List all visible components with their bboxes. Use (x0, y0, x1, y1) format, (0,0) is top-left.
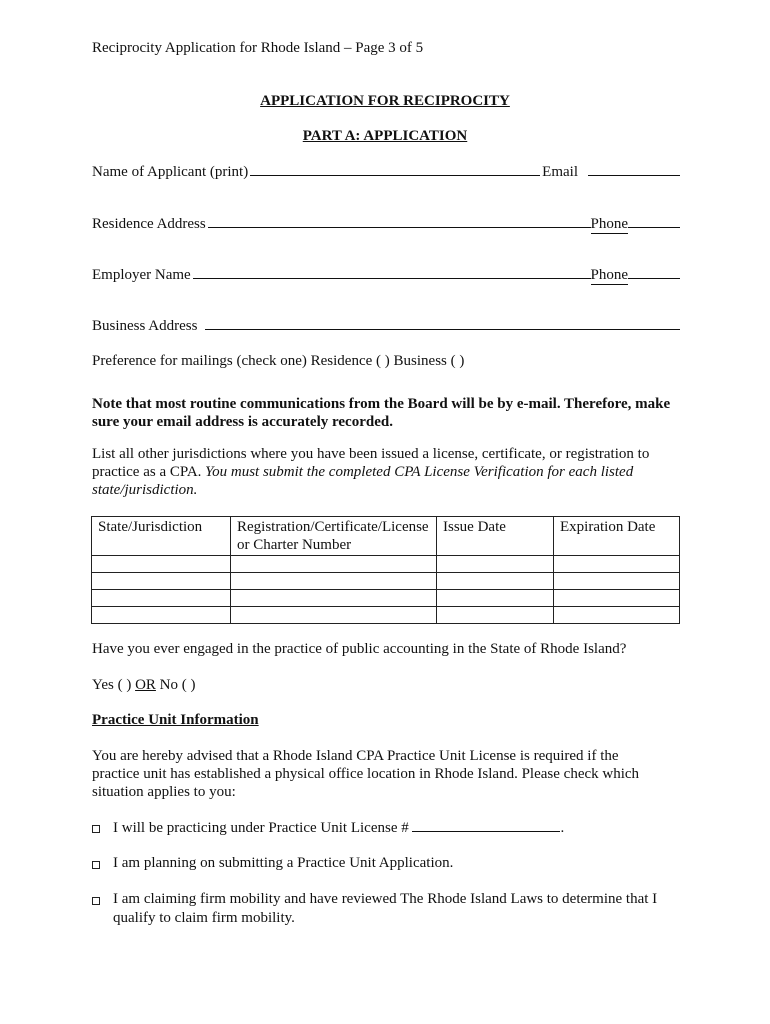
table-cell[interactable] (437, 607, 554, 624)
employer-label: Employer Name (92, 267, 191, 283)
name-email-row (92, 161, 680, 181)
option-license-text: I will be practicing under Practice Unit License # (113, 820, 409, 836)
option-firm-mobility: I am claiming firm mobility and have reviewed The Rhode Island Laws to determine that I qualify to claim firm mobility. (113, 891, 658, 926)
option-license-suffix: . (560, 820, 565, 836)
table-cell[interactable] (554, 556, 680, 573)
column-header: Registration/Certificate/License or Charter Number (231, 517, 437, 556)
table-cell[interactable] (554, 573, 680, 590)
column-header: Expiration Date (554, 517, 680, 556)
table-cell[interactable] (92, 556, 231, 573)
practice-unit-advisory: You are hereby advised that a Rhode Island CPA Practice Unit License is required if the practice unit has established a physical office location in Rhode Island. Please check which situation applies to you: (92, 748, 640, 800)
phone-label-1: Phone (590, 216, 628, 232)
table-row (92, 556, 680, 573)
email-field[interactable] (588, 161, 680, 176)
running-header: Reciprocity Application for Rhode Island – Page 3 of 5 (92, 40, 424, 56)
residence-row (92, 213, 680, 234)
table-cell[interactable] (554, 607, 680, 624)
business-label: Business Address (92, 318, 198, 334)
table-cell[interactable] (92, 607, 231, 624)
yes-no-answer (92, 677, 196, 694)
table-cell[interactable] (231, 607, 437, 624)
email-note: Note that most routine communications from the Board will be by e-mail. Therefore, make sure your email address is accurately recorded. (92, 396, 671, 430)
practice-question: Have you ever engaged in the practice of public accounting in the State of Rhode Island? (92, 641, 627, 657)
employer-row (92, 264, 680, 285)
yes-option[interactable]: Yes ( ) (92, 677, 136, 693)
checkbox-firm-mobility[interactable] (92, 897, 100, 905)
table-cell[interactable] (437, 556, 554, 573)
table-cell[interactable] (554, 590, 680, 607)
table-cell[interactable] (437, 573, 554, 590)
option-license (113, 818, 698, 838)
residence-label: Residence Address (92, 216, 206, 232)
mailing-preference: Preference for mailings (check one) Residence ( ) Business ( ) (92, 353, 465, 369)
license-number-field[interactable] (412, 818, 560, 832)
table-cell[interactable] (437, 590, 554, 607)
or-text: OR (135, 677, 156, 693)
table-cell[interactable] (231, 590, 437, 607)
table-row (92, 607, 680, 624)
document-title: APPLICATION FOR RECIPROCITY (260, 93, 510, 109)
column-header: Issue Date (437, 517, 554, 556)
checkbox-application[interactable] (92, 861, 100, 869)
part-title: PART A: APPLICATION (302, 128, 468, 144)
checkbox-license[interactable] (92, 825, 100, 833)
jurisdictions-table (91, 516, 680, 624)
phone-field-1[interactable] (628, 213, 680, 228)
table-cell[interactable] (92, 590, 231, 607)
table-cell[interactable] (231, 573, 437, 590)
business-row (92, 315, 680, 335)
jurisdictions-intro-text: List all other jurisdictions where you have been issued a license, certificate, or registration to practice as a CPA. (92, 446, 650, 480)
no-option[interactable]: No ( ) (155, 677, 196, 693)
phone-field-2[interactable] (628, 264, 680, 279)
business-field[interactable] (205, 315, 680, 330)
option-application: I am planning on submitting a Practice Unit Application. (113, 855, 454, 871)
phone-label-2: Phone (590, 267, 628, 283)
table-row (92, 590, 680, 607)
residence-field[interactable] (208, 213, 591, 228)
jurisdictions-intro-italic: You must submit the completed CPA License Verification for each listed state/jurisdiction. (92, 464, 634, 498)
table-cell[interactable] (231, 556, 437, 573)
email-label: Email (542, 164, 578, 180)
table-cell[interactable] (92, 573, 231, 590)
table-row (92, 573, 680, 590)
column-header: State/Jurisdiction (92, 517, 231, 556)
employer-field[interactable] (193, 264, 591, 279)
jurisdictions-intro (92, 445, 692, 499)
practice-unit-heading: Practice Unit Information (92, 712, 259, 728)
name-field[interactable] (250, 161, 540, 176)
name-label: Name of Applicant (print) (92, 164, 249, 180)
table-header-row (92, 517, 680, 556)
